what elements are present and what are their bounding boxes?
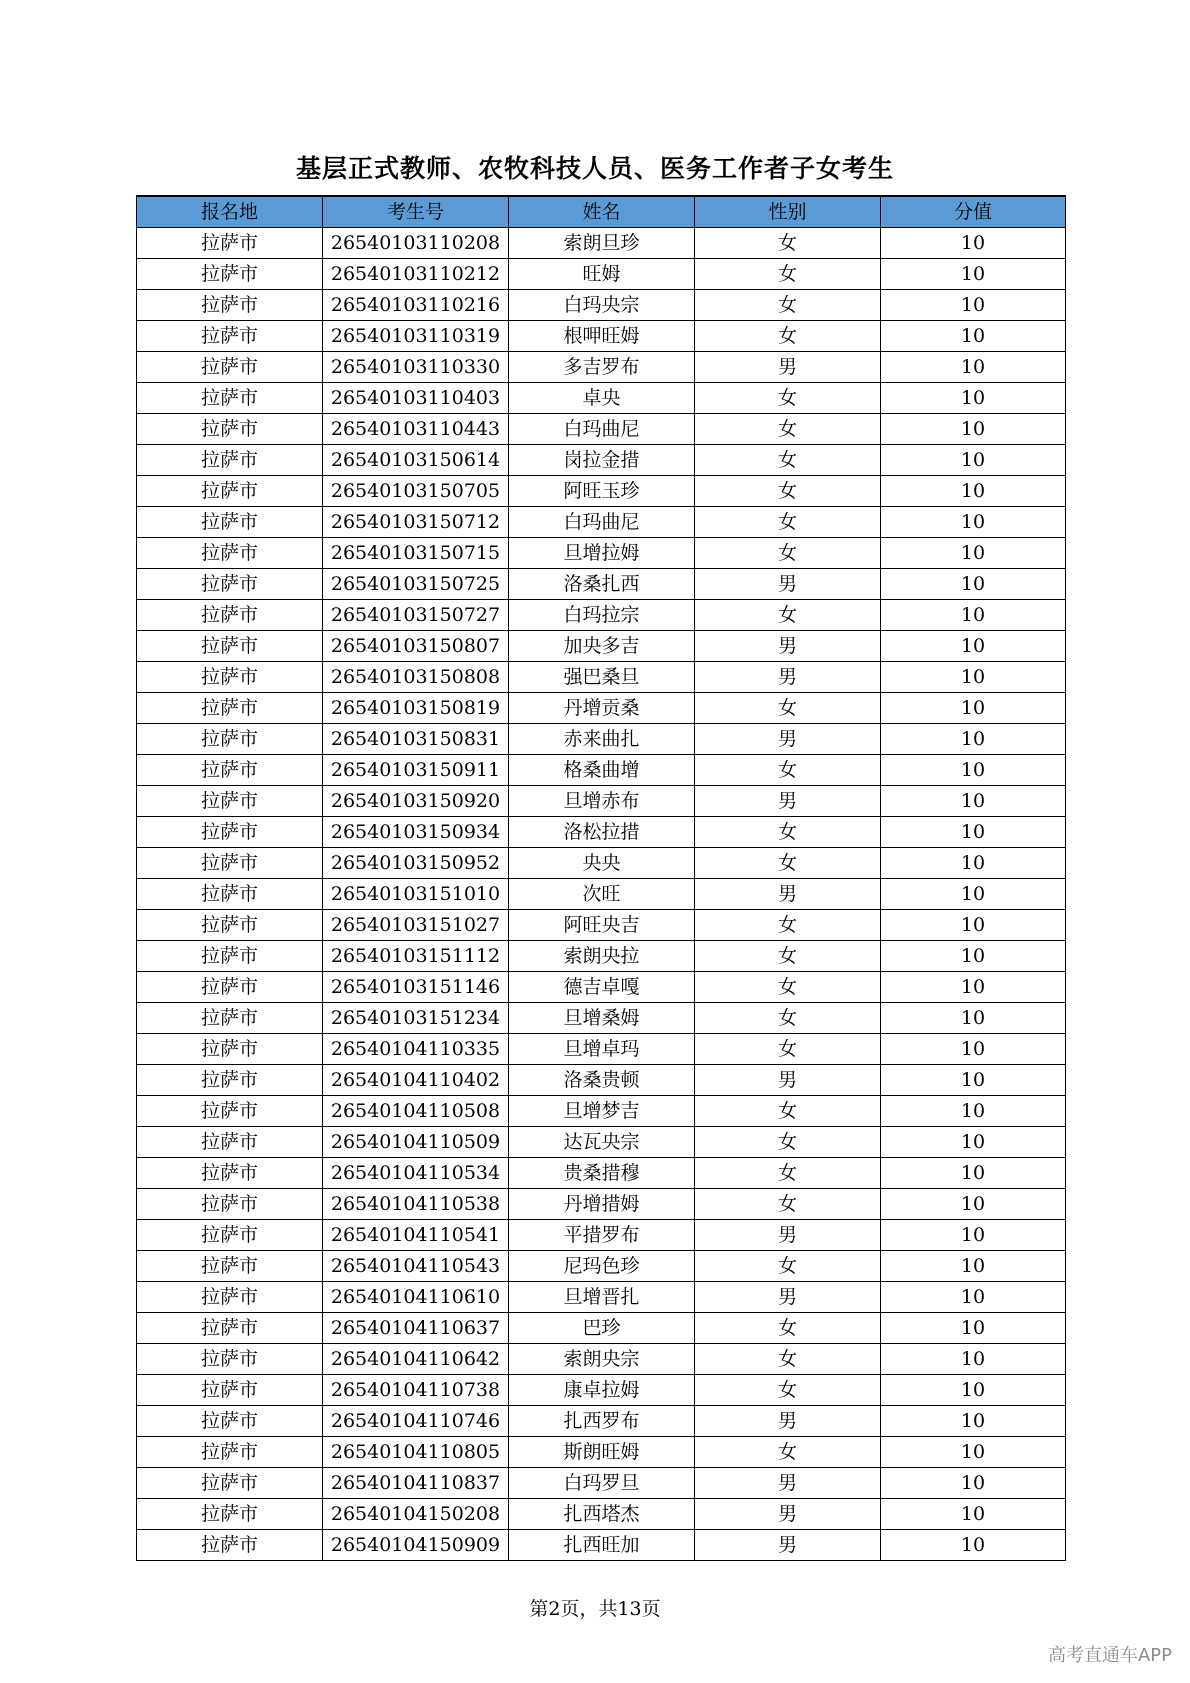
cell-exam-number: 26540103110212: [323, 259, 509, 290]
table-row: [137, 1096, 1066, 1127]
cell-gender: 男: [695, 569, 881, 600]
cell-location: 拉萨市: [137, 569, 323, 600]
cell-name: 赤来曲扎: [509, 724, 695, 755]
cell-location: 拉萨市: [137, 1282, 323, 1313]
table-row: [137, 631, 1066, 662]
cell-gender: 男: [695, 352, 881, 383]
cell-name: 洛桑扎西: [509, 569, 695, 600]
cell-score: 10: [881, 569, 1066, 600]
page-number: 第2页，共13页: [529, 1598, 661, 1620]
cell-exam-number: 26540103110216: [323, 290, 509, 321]
cell-score: 10: [881, 321, 1066, 352]
cell-gender: 女: [695, 476, 881, 507]
cell-score: 10: [881, 879, 1066, 910]
cell-location: 拉萨市: [137, 1468, 323, 1499]
cell-location: 拉萨市: [137, 631, 323, 662]
cell-location: 拉萨市: [137, 1437, 323, 1468]
cell-location: 拉萨市: [137, 1344, 323, 1375]
cell-name: 白玛央宗: [509, 290, 695, 321]
table-row: [137, 414, 1066, 445]
cell-score: 10: [881, 755, 1066, 786]
cell-gender: 男: [695, 1530, 881, 1561]
table-row: [137, 228, 1066, 259]
cell-gender: 女: [695, 228, 881, 259]
cell-name: 多吉罗布: [509, 352, 695, 383]
cell-score: 10: [881, 693, 1066, 724]
cell-name: 旦增拉姆: [509, 538, 695, 569]
cell-exam-number: 26540104150208: [323, 1499, 509, 1530]
table-row: [137, 1530, 1066, 1561]
cell-location: 拉萨市: [137, 724, 323, 755]
cell-name: 白玛拉宗: [509, 600, 695, 631]
cell-location: 拉萨市: [137, 1251, 323, 1282]
cell-gender: 女: [695, 445, 881, 476]
cell-score: 10: [881, 1437, 1066, 1468]
cell-location: 拉萨市: [137, 600, 323, 631]
table-row: [137, 321, 1066, 352]
cell-location: 拉萨市: [137, 662, 323, 693]
cell-gender: 男: [695, 1499, 881, 1530]
cell-location: 拉萨市: [137, 414, 323, 445]
cell-exam-number: 26540104110738: [323, 1375, 509, 1406]
cell-gender: 女: [695, 414, 881, 445]
table-body: [137, 228, 1066, 1561]
cell-score: 10: [881, 724, 1066, 755]
cell-exam-number: 26540104110538: [323, 1189, 509, 1220]
cell-name: 索朗央拉: [509, 941, 695, 972]
cell-score: 10: [881, 507, 1066, 538]
cell-exam-number: 26540104110642: [323, 1344, 509, 1375]
table-row: [137, 1375, 1066, 1406]
cell-location: 拉萨市: [137, 259, 323, 290]
table-row: [137, 1127, 1066, 1158]
cell-name: 白玛罗旦: [509, 1468, 695, 1499]
cell-name: 阿旺玉珍: [509, 476, 695, 507]
cell-exam-number: 26540104110508: [323, 1096, 509, 1127]
cell-location: 拉萨市: [137, 321, 323, 352]
cell-name: 格桑曲增: [509, 755, 695, 786]
cell-name: 索朗旦珍: [509, 228, 695, 259]
cell-score: 10: [881, 476, 1066, 507]
cell-location: 拉萨市: [137, 879, 323, 910]
cell-location: 拉萨市: [137, 507, 323, 538]
cell-exam-number: 26540104110746: [323, 1406, 509, 1437]
table-row: [137, 352, 1066, 383]
cell-gender: 女: [695, 1313, 881, 1344]
cell-exam-number: 26540103151010: [323, 879, 509, 910]
cell-gender: 女: [695, 1344, 881, 1375]
cell-score: 10: [881, 1096, 1066, 1127]
cell-gender: 女: [695, 383, 881, 414]
cell-score: 10: [881, 1189, 1066, 1220]
cell-location: 拉萨市: [137, 693, 323, 724]
cell-name: 索朗央宗: [509, 1344, 695, 1375]
cell-gender: 男: [695, 879, 881, 910]
table-row: [137, 941, 1066, 972]
cell-location: 拉萨市: [137, 1530, 323, 1561]
cell-location: 拉萨市: [137, 228, 323, 259]
cell-location: 拉萨市: [137, 1220, 323, 1251]
cell-location: 拉萨市: [137, 786, 323, 817]
cell-name: 旦增梦吉: [509, 1096, 695, 1127]
cell-gender: 男: [695, 786, 881, 817]
cell-exam-number: 26540104110541: [323, 1220, 509, 1251]
cell-score: 10: [881, 1313, 1066, 1344]
cell-location: 拉萨市: [137, 1034, 323, 1065]
table-row: [137, 1220, 1066, 1251]
cell-name: 旺姆: [509, 259, 695, 290]
cell-name: 丹增措姆: [509, 1189, 695, 1220]
cell-score: 10: [881, 352, 1066, 383]
column-header-name: 姓名: [509, 196, 695, 228]
cell-gender: 女: [695, 693, 881, 724]
cell-score: 10: [881, 1251, 1066, 1282]
table-row: [137, 569, 1066, 600]
table-row: [137, 786, 1066, 817]
cell-gender: 男: [695, 724, 881, 755]
cell-exam-number: 26540103110403: [323, 383, 509, 414]
cell-name: 旦增赤布: [509, 786, 695, 817]
cell-gender: 男: [695, 1220, 881, 1251]
cell-gender: 男: [695, 631, 881, 662]
cell-score: 10: [881, 910, 1066, 941]
cell-exam-number: 26540103150727: [323, 600, 509, 631]
cell-gender: 男: [695, 1468, 881, 1499]
table-row: [137, 693, 1066, 724]
cell-exam-number: 26540103150712: [323, 507, 509, 538]
cell-exam-number: 26540103151112: [323, 941, 509, 972]
cell-score: 10: [881, 414, 1066, 445]
cell-name: 巴珍: [509, 1313, 695, 1344]
cell-exam-number: 26540104110402: [323, 1065, 509, 1096]
cell-exam-number: 26540103150831: [323, 724, 509, 755]
cell-exam-number: 26540103110319: [323, 321, 509, 352]
table-row: [137, 910, 1066, 941]
cell-location: 拉萨市: [137, 941, 323, 972]
cell-location: 拉萨市: [137, 910, 323, 941]
cell-name: 旦增卓玛: [509, 1034, 695, 1065]
cell-gender: 女: [695, 848, 881, 879]
cell-exam-number: 26540103110330: [323, 352, 509, 383]
cell-name: 斯朗旺姆: [509, 1437, 695, 1468]
table-row: [137, 1406, 1066, 1437]
table-row: [137, 972, 1066, 1003]
cell-score: 10: [881, 1468, 1066, 1499]
cell-score: 10: [881, 290, 1066, 321]
cell-gender: 女: [695, 259, 881, 290]
table-row: [137, 1034, 1066, 1065]
cell-score: 10: [881, 1003, 1066, 1034]
cell-exam-number: 26540104110543: [323, 1251, 509, 1282]
cell-exam-number: 26540103110208: [323, 228, 509, 259]
cell-exam-number: 26540104110534: [323, 1158, 509, 1189]
cell-name: 德吉卓嘎: [509, 972, 695, 1003]
cell-score: 10: [881, 1220, 1066, 1251]
cell-name: 阿旺央吉: [509, 910, 695, 941]
cell-exam-number: 26540103150705: [323, 476, 509, 507]
table-row: [137, 1313, 1066, 1344]
cell-gender: 女: [695, 290, 881, 321]
cell-gender: 女: [695, 1127, 881, 1158]
table-row: [137, 383, 1066, 414]
cell-score: 10: [881, 1530, 1066, 1561]
cell-location: 拉萨市: [137, 817, 323, 848]
cell-name: 白玛曲尼: [509, 414, 695, 445]
cell-location: 拉萨市: [137, 1499, 323, 1530]
cell-exam-number: 26540103150911: [323, 755, 509, 786]
table-row: [137, 538, 1066, 569]
cell-gender: 女: [695, 1158, 881, 1189]
cell-location: 拉萨市: [137, 383, 323, 414]
cell-exam-number: 26540104110335: [323, 1034, 509, 1065]
cell-score: 10: [881, 817, 1066, 848]
cell-score: 10: [881, 1065, 1066, 1096]
table-row: [137, 1437, 1066, 1468]
cell-name: 尼玛色珍: [509, 1251, 695, 1282]
cell-location: 拉萨市: [137, 1406, 323, 1437]
cell-name: 扎西罗布: [509, 1406, 695, 1437]
table-row: [137, 476, 1066, 507]
cell-exam-number: 26540103150808: [323, 662, 509, 693]
cell-name: 岗拉金措: [509, 445, 695, 476]
cell-location: 拉萨市: [137, 1096, 323, 1127]
cell-name: 达瓦央宗: [509, 1127, 695, 1158]
cell-gender: 男: [695, 662, 881, 693]
table-row: [137, 1003, 1066, 1034]
table-row: [137, 879, 1066, 910]
cell-score: 10: [881, 538, 1066, 569]
document-title: 基层正式教师、农牧科技人员、医务工作者子女考生: [295, 154, 894, 183]
cell-location: 拉萨市: [137, 848, 323, 879]
column-header-gender: 性别: [695, 196, 881, 228]
cell-name: 旦增晋扎: [509, 1282, 695, 1313]
cell-gender: 女: [695, 1096, 881, 1127]
cell-gender: 男: [695, 1406, 881, 1437]
cell-gender: 女: [695, 1437, 881, 1468]
table-row: [137, 1344, 1066, 1375]
cell-gender: 女: [695, 972, 881, 1003]
table-row: [137, 1158, 1066, 1189]
cell-gender: 女: [695, 321, 881, 352]
cell-gender: 男: [695, 1282, 881, 1313]
cell-gender: 女: [695, 1034, 881, 1065]
cell-name: 扎西塔杰: [509, 1499, 695, 1530]
cell-score: 10: [881, 1499, 1066, 1530]
header-row: [137, 196, 1066, 228]
cell-gender: 女: [695, 1003, 881, 1034]
table-row: [137, 755, 1066, 786]
cell-name: 卓央: [509, 383, 695, 414]
cell-name: 贵桑措穆: [509, 1158, 695, 1189]
cell-score: 10: [881, 1344, 1066, 1375]
cell-score: 10: [881, 445, 1066, 476]
cell-name: 次旺: [509, 879, 695, 910]
cell-name: 根呷旺姆: [509, 321, 695, 352]
cell-score: 10: [881, 662, 1066, 693]
cell-gender: 女: [695, 1375, 881, 1406]
cell-exam-number: 26540103151234: [323, 1003, 509, 1034]
cell-exam-number: 26540104110837: [323, 1468, 509, 1499]
table-row: [137, 1468, 1066, 1499]
table-row: [137, 817, 1066, 848]
cell-name: 丹增贡桑: [509, 693, 695, 724]
table-row: [137, 290, 1066, 321]
cell-gender: 女: [695, 600, 881, 631]
table-row: [137, 1189, 1066, 1220]
cell-score: 10: [881, 1034, 1066, 1065]
cell-location: 拉萨市: [137, 1313, 323, 1344]
column-header-exam-number: 考生号: [323, 196, 509, 228]
table-row: [137, 259, 1066, 290]
cell-exam-number: 26540103150807: [323, 631, 509, 662]
cell-exam-number: 26540103150614: [323, 445, 509, 476]
table-row: [137, 507, 1066, 538]
cell-gender: 女: [695, 755, 881, 786]
cell-location: 拉萨市: [137, 290, 323, 321]
cell-location: 拉萨市: [137, 755, 323, 786]
table-row: [137, 445, 1066, 476]
table-row: [137, 724, 1066, 755]
table-row: [137, 600, 1066, 631]
column-header-score: 分值: [881, 196, 1066, 228]
cell-gender: 女: [695, 941, 881, 972]
cell-score: 10: [881, 1406, 1066, 1437]
cell-score: 10: [881, 259, 1066, 290]
cell-location: 拉萨市: [137, 1003, 323, 1034]
cell-exam-number: 26540103150715: [323, 538, 509, 569]
cell-gender: 女: [695, 1189, 881, 1220]
cell-exam-number: 26540103150952: [323, 848, 509, 879]
cell-location: 拉萨市: [137, 1127, 323, 1158]
cell-score: 10: [881, 786, 1066, 817]
cell-exam-number: 26540103150819: [323, 693, 509, 724]
cell-name: 白玛曲尼: [509, 507, 695, 538]
cell-score: 10: [881, 1282, 1066, 1313]
cell-exam-number: 26540103151146: [323, 972, 509, 1003]
cell-score: 10: [881, 972, 1066, 1003]
cell-gender: 女: [695, 538, 881, 569]
watermark: 高考直通车APP: [1047, 1645, 1172, 1666]
cell-name: 平措罗布: [509, 1220, 695, 1251]
cell-exam-number: 26540104110637: [323, 1313, 509, 1344]
cell-name: 加央多吉: [509, 631, 695, 662]
cell-name: 康卓拉姆: [509, 1375, 695, 1406]
cell-gender: 女: [695, 910, 881, 941]
cell-location: 拉萨市: [137, 538, 323, 569]
cell-location: 拉萨市: [137, 1375, 323, 1406]
cell-exam-number: 26540104110509: [323, 1127, 509, 1158]
candidate-table: [136, 195, 1066, 1561]
column-header-location: 报名地: [137, 196, 323, 228]
cell-exam-number: 26540103150725: [323, 569, 509, 600]
cell-name: 旦增桑姆: [509, 1003, 695, 1034]
cell-location: 拉萨市: [137, 476, 323, 507]
table-row: [137, 848, 1066, 879]
cell-score: 10: [881, 1158, 1066, 1189]
cell-exam-number: 26540104110610: [323, 1282, 509, 1313]
cell-name: 洛松拉措: [509, 817, 695, 848]
cell-gender: 女: [695, 507, 881, 538]
cell-score: 10: [881, 631, 1066, 662]
cell-name: 扎西旺加: [509, 1530, 695, 1561]
cell-score: 10: [881, 848, 1066, 879]
cell-exam-number: 26540103150920: [323, 786, 509, 817]
table-row: [137, 1282, 1066, 1313]
cell-score: 10: [881, 941, 1066, 972]
cell-exam-number: 26540104110805: [323, 1437, 509, 1468]
cell-score: 10: [881, 383, 1066, 414]
cell-score: 10: [881, 1127, 1066, 1158]
cell-location: 拉萨市: [137, 1158, 323, 1189]
cell-gender: 女: [695, 1251, 881, 1282]
cell-location: 拉萨市: [137, 352, 323, 383]
cell-score: 10: [881, 600, 1066, 631]
cell-location: 拉萨市: [137, 1065, 323, 1096]
cell-name: 强巴桑旦: [509, 662, 695, 693]
cell-gender: 女: [695, 817, 881, 848]
table-row: [137, 1065, 1066, 1096]
cell-name: 洛桑贵顿: [509, 1065, 695, 1096]
cell-location: 拉萨市: [137, 972, 323, 1003]
cell-score: 10: [881, 228, 1066, 259]
cell-exam-number: 26540103151027: [323, 910, 509, 941]
table-row: [137, 1251, 1066, 1282]
cell-location: 拉萨市: [137, 445, 323, 476]
table-row: [137, 662, 1066, 693]
cell-exam-number: 26540103110443: [323, 414, 509, 445]
table-header: [137, 196, 1066, 228]
cell-name: 央央: [509, 848, 695, 879]
cell-gender: 男: [695, 1065, 881, 1096]
cell-exam-number: 26540103150934: [323, 817, 509, 848]
cell-exam-number: 26540104150909: [323, 1530, 509, 1561]
table-row: [137, 1499, 1066, 1530]
cell-score: 10: [881, 1375, 1066, 1406]
cell-location: 拉萨市: [137, 1189, 323, 1220]
